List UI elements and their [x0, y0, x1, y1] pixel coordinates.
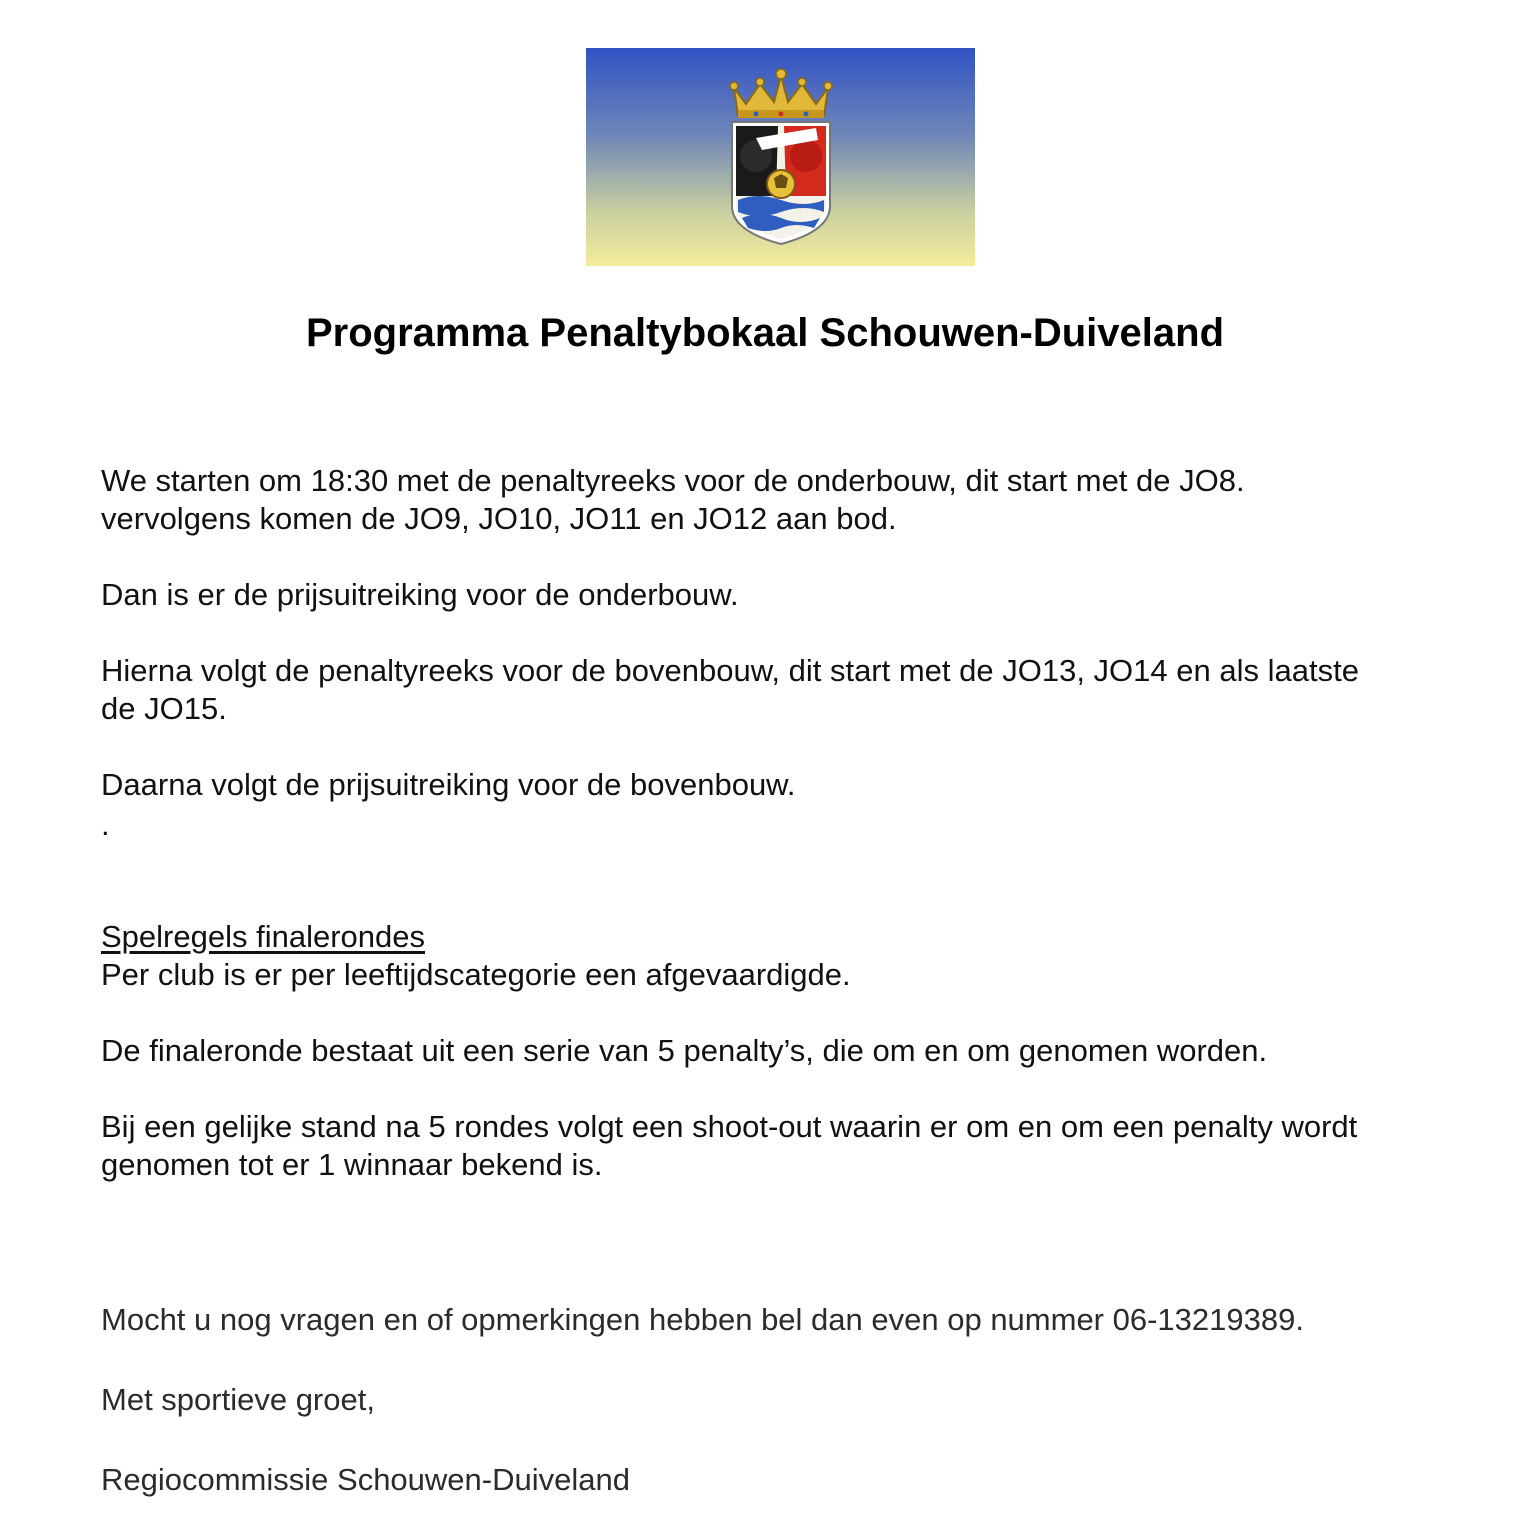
- page-title: Programma Penaltybokaal Schouwen-Duiveland: [305, 311, 1225, 355]
- rules-line-1: Per club is er per leeftijdscategorie een afgevaardigde.: [101, 957, 851, 992]
- intro-line-2: vervolgens komen de JO9, JO10, JO11 en JO12 aan bod.: [101, 501, 897, 536]
- contact-line: Mocht u nog vragen en of opmerkingen hebben bel dan even op nummer 06-13219389.: [101, 1302, 1304, 1337]
- intro-line-1: We starten om 18:30 met de penaltyreeks voor de onderbouw, dit start met de JO8.: [101, 463, 1245, 498]
- signature-line: Regiocommissie Schouwen-Duiveland: [101, 1462, 630, 1497]
- header-banner: [586, 48, 975, 266]
- paragraph-onderbouw: Dan is er de prijsuitreiking voor de onderbouw.: [101, 577, 739, 612]
- rules-line-2: De finaleronde bestaat uit een serie van 5 penalty’s, die om en om genomen worden.: [101, 1033, 1268, 1068]
- rules-line-3b: genomen tot er 1 winnaar bekend is.: [101, 1147, 603, 1182]
- coat-of-arms-icon: [726, 66, 836, 246]
- bovenbouw-line-1: Hierna volgt de penaltyreeks voor de bovenbouw, dit start met de JO13, JO14 en als laatste: [101, 653, 1359, 688]
- rules-line-3a: Bij een gelijke stand na 5 rondes volgt een shoot-out waarin er om en om een penalty wordt: [101, 1109, 1358, 1144]
- separator-dot: .: [101, 807, 110, 842]
- bovenbouw-line-2: de JO15.: [101, 691, 227, 726]
- closing-line: Met sportieve groet,: [101, 1382, 375, 1417]
- paragraph-bovenbouw: Daarna volgt de prijsuitreiking voor de bovenbouw.: [101, 767, 796, 802]
- crown-icon: [730, 69, 832, 118]
- rules-heading: Spelregels finalerondes: [101, 919, 425, 954]
